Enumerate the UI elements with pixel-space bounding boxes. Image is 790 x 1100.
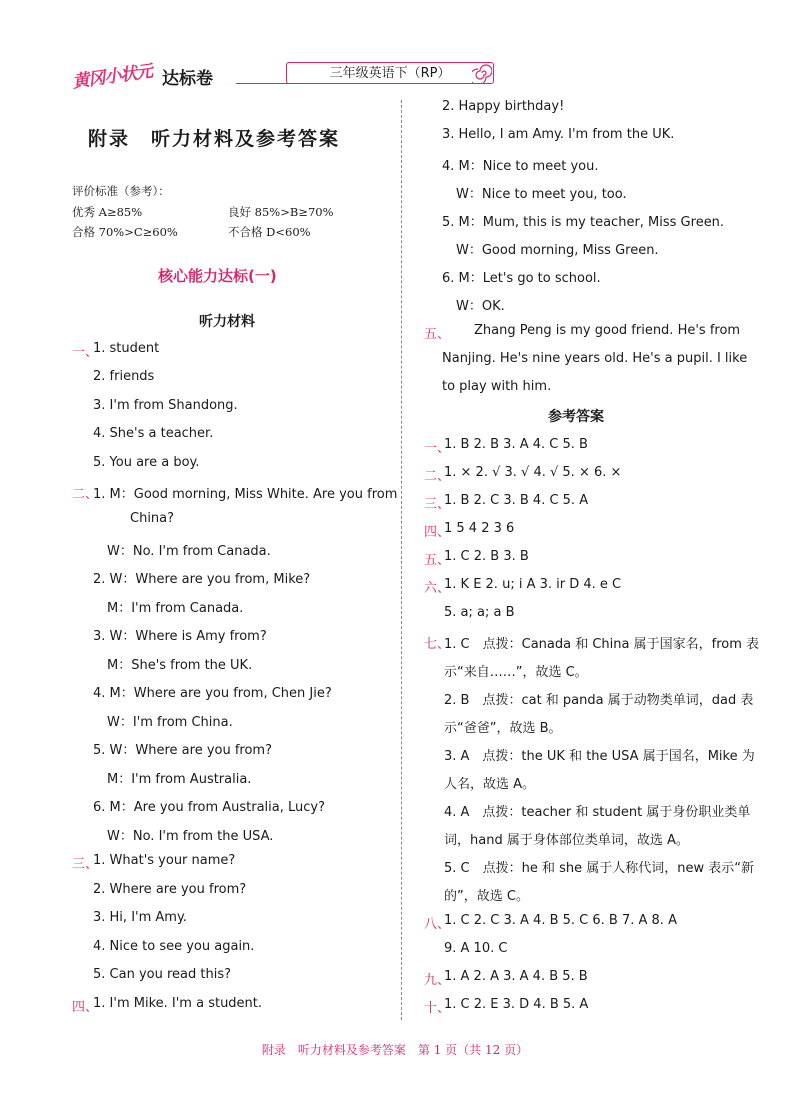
criteria-excellent: 优秀 A≥85% xyxy=(72,205,143,219)
page-title: 附录 听力材料及参考答案 xyxy=(88,128,341,150)
listening-line: 5. W：Where are you from? xyxy=(93,743,272,758)
part-mark: 十、 xyxy=(424,1001,451,1016)
answers-title: 参考答案 xyxy=(548,409,604,425)
part-mark: 五、 xyxy=(424,327,451,342)
brand-logo: 黄冈小状元 xyxy=(71,61,154,93)
answer-line: 1. A 2. A 3. A 4. B 5. B xyxy=(444,969,588,984)
listening-line: 3. W：Where is Amy from? xyxy=(93,629,267,644)
part-mark: 一、 xyxy=(424,441,451,456)
answer-line: 1. C 2. E 3. D 4. B 5. A xyxy=(444,997,589,1012)
listening-line: China? xyxy=(130,511,175,526)
listening-line: W：OK. xyxy=(456,299,505,314)
part-mark: 九、 xyxy=(424,973,451,988)
header-rule xyxy=(236,83,288,84)
part-mark: 四、 xyxy=(424,525,451,540)
part-mark: 三、 xyxy=(424,497,451,512)
criteria-fail: 不合格 D<60% xyxy=(228,225,311,239)
page-footer: 附录 听力材料及参考答案 第 1 页（共 12 页） xyxy=(261,1043,529,1057)
part-mark: 六、 xyxy=(424,581,451,596)
listening-line: 4. M：Nice to meet you. xyxy=(442,159,599,174)
part-mark: 三、 xyxy=(72,857,99,872)
listening-line: M：I'm from Canada. xyxy=(107,601,244,616)
answer-line: 的”，故选 C。 xyxy=(444,889,529,904)
criteria-pass: 合格 70%>C≥60% xyxy=(72,225,178,239)
listening-line: 6. M：Are you from Australia, Lucy? xyxy=(93,800,326,815)
answer-line: 5. a; a; a B xyxy=(444,605,515,620)
listening-line: 4. M：Where are you from, Chen Jie? xyxy=(93,686,332,701)
criteria-label: 评价标准（参考）： xyxy=(72,184,170,198)
section-title: 核心能力达标(一) xyxy=(158,267,277,285)
answer-line: 示“爸爸”，故选 B。 xyxy=(444,721,562,736)
listening-line: W：I'm from China. xyxy=(107,715,233,730)
answer-line: 1. B 2. C 3. B 4. C 5. A xyxy=(444,493,589,508)
listening-line: to play with him. xyxy=(442,379,552,394)
listening-line: 1. M：Good morning, Miss White. Are you from xyxy=(93,487,398,502)
part-mark: 四、 xyxy=(72,1000,99,1015)
answer-line: 1. C 点拨：Canada 和 China 属于国家名，from 表 xyxy=(444,637,759,652)
listening-line: 2. Where are you from? xyxy=(93,882,247,897)
listening-line: 5. You are a boy. xyxy=(93,455,200,470)
part-mark: 二、 xyxy=(424,469,451,484)
part-mark: 五、 xyxy=(424,553,451,568)
answer-line: 示“来自……”，故选 C。 xyxy=(444,665,588,680)
answer-line: 1. K E 2. u; i A 3. ir D 4. e C xyxy=(444,577,622,592)
answer-line: 2. B 点拨：cat 和 panda 属于动物类单词，dad 表 xyxy=(444,693,754,708)
listening-line: 6. M：Let's go to school. xyxy=(442,271,601,286)
listening-line: 1. What's your name? xyxy=(93,853,236,868)
listening-line: M：She's from the UK. xyxy=(107,658,253,673)
listening-line: 3. I'm from Shandong. xyxy=(93,398,238,413)
answer-line: 1. × 2. √ 3. √ 4. √ 5. × 6. × xyxy=(444,465,622,480)
answer-line: 5. C 点拨：he 和 she 属于人称代词，new 表示“新 xyxy=(444,861,754,876)
listening-line: 5. Can you read this? xyxy=(93,967,231,982)
listening-line: 4. She's a teacher. xyxy=(93,426,214,441)
listening-line: 2. friends xyxy=(93,369,155,384)
listening-line: 5. M：Mum, this is my teacher, Miss Green. xyxy=(442,215,725,230)
answer-line: 1. B 2. B 3. A 4. C 5. B xyxy=(444,437,588,452)
listening-line: 3. Hi, I'm Amy. xyxy=(93,910,187,925)
listening-line: 3. Hello, I am Amy. I'm from the UK. xyxy=(442,127,675,142)
listening-line: W：No. I'm from Canada. xyxy=(107,544,271,559)
part-mark: 二、 xyxy=(72,487,99,502)
listening-title: 听力材料 xyxy=(199,314,255,330)
answer-line: 9. A 10. C xyxy=(444,941,508,956)
series-name: 达标卷 xyxy=(162,69,213,89)
part-mark: 八、 xyxy=(424,917,451,932)
listening-line: Nanjing. He's nine years old. He's a pupil. I like xyxy=(442,351,748,366)
criteria-good: 良好 85%>B≥70% xyxy=(228,205,334,219)
listening-line: W：No. I'm from the USA. xyxy=(107,829,274,844)
listening-line: 4. Nice to see you again. xyxy=(93,939,255,954)
part-mark: 一、 xyxy=(72,345,99,360)
listening-line: W：Nice to meet you, too. xyxy=(456,187,627,202)
subject-box xyxy=(286,62,494,84)
answer-line: 词，hand 属于身体部位类单词，故选 A。 xyxy=(444,833,689,848)
answer-line: 3. A 点拨：the UK 和 the USA 属于国名，Mike 为 xyxy=(444,749,755,764)
answer-line: 1 5 4 2 3 6 xyxy=(444,521,515,536)
listening-line: 2. Happy birthday! xyxy=(442,99,565,114)
spiral-ornament-icon xyxy=(472,63,492,83)
part-mark: 七、 xyxy=(424,637,451,652)
answer-line: 1. C 2. B 3. B xyxy=(444,549,529,564)
subject-label: 三年级英语下（RP） xyxy=(329,66,451,81)
answer-line: 人名，故选 A。 xyxy=(444,777,536,792)
column-divider xyxy=(401,100,402,1020)
listening-line: 1. I'm Mike. I'm a student. xyxy=(93,996,263,1011)
listening-line: M：I'm from Australia. xyxy=(107,772,252,787)
listening-line: 2. W：Where are you from, Mike? xyxy=(93,572,311,587)
answer-line: 1. C 2. C 3. A 4. B 5. C 6. B 7. A 8. A xyxy=(444,913,677,928)
listening-line: 1. student xyxy=(93,341,160,356)
listening-line: W：Good morning, Miss Green. xyxy=(456,243,659,258)
answer-line: 4. A 点拨：teacher 和 student 属于身份职业类单 xyxy=(444,805,751,820)
listening-line: Zhang Peng is my good friend. He's from xyxy=(474,323,741,338)
